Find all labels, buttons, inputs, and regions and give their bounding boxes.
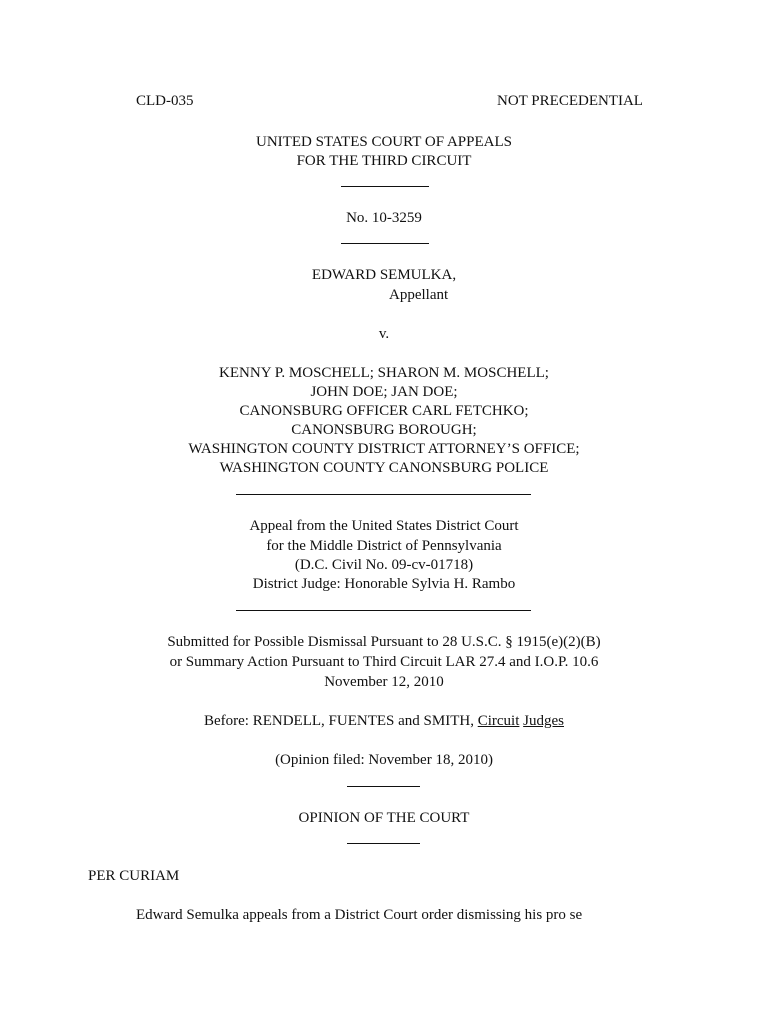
circuit-word: Circuit — [477, 713, 520, 729]
separator-rule — [347, 843, 420, 844]
separator-rule — [341, 243, 429, 244]
appellant-role: Appellant — [389, 287, 449, 303]
submission-line: or Summary Action Pursuant to Third Circuit LAR 27.4 and I.O.P. 10.6 — [169, 654, 599, 670]
appeal-line: (D.C. Civil No. 09-cv-01718) — [294, 557, 474, 573]
appellee-line: JOHN DOE; JAN DOE; — [310, 384, 458, 400]
appellee-line: KENNY P. MOSCHELL; SHARON M. MOSCHELL; — [219, 365, 549, 381]
submission-line: Submitted for Possible Dismissal Pursuant to 28 U.S.C. § 1915(e)(2)(B) — [167, 634, 601, 650]
appellant-name: EDWARD SEMULKA, — [311, 267, 457, 283]
precedential-status: NOT PRECEDENTIAL — [497, 93, 643, 109]
appeal-line: Appeal from the United States District Court — [249, 518, 519, 534]
separator-rule — [236, 610, 531, 611]
judges-word: Judges — [523, 713, 564, 729]
appellee-line: WASHINGTON COUNTY CANONSBURG POLICE — [219, 460, 549, 476]
appeal-line: for the Middle District of Pennsylvania — [266, 538, 502, 554]
appellee-line: CANONSBURG OFFICER CARL FETCHKO; — [239, 403, 529, 419]
court-name: UNITED STATES COURT OF APPEALS — [256, 134, 512, 150]
court-circuit: FOR THE THIRD CIRCUIT — [296, 153, 472, 169]
separator-rule — [236, 494, 531, 495]
panel-judges-names: Before: RENDELL, FUENTES and SMITH, — [204, 713, 474, 729]
body-paragraph: Edward Semulka appeals from a District Court order dismissing his pro se — [136, 907, 583, 923]
district-judge: District Judge: Honorable Sylvia H. Rambo — [252, 576, 516, 592]
document-code: CLD-035 — [136, 93, 194, 109]
opinion-title: OPINION OF THE COURT — [298, 810, 470, 826]
panel-judges — [0, 712, 768, 731]
appellee-line: CANONSBURG BOROUGH; — [291, 422, 477, 438]
separator-rule — [341, 186, 429, 187]
opinion-filed-date: (Opinion filed: November 18, 2010) — [275, 752, 493, 768]
appellee-line: WASHINGTON COUNTY DISTRICT ATTORNEY’S OFFICE; — [188, 441, 580, 457]
submission-date: November 12, 2010 — [324, 674, 444, 690]
separator-rule — [347, 786, 420, 787]
per-curiam-heading: PER CURIAM — [88, 868, 180, 884]
versus: v. — [378, 326, 390, 342]
case-number: No. 10-3259 — [346, 210, 422, 226]
